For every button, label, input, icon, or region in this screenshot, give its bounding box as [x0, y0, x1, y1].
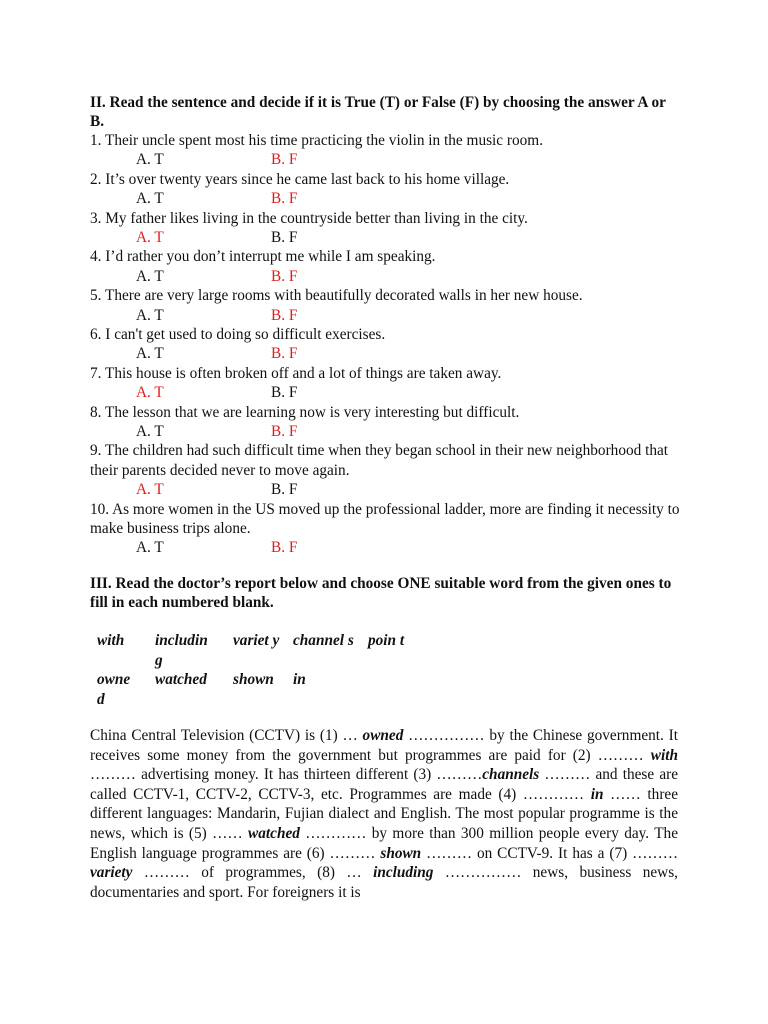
filled-answer: channels	[482, 766, 540, 784]
question-text: 6. I can't get used to doing so difficult exercises.	[90, 325, 386, 343]
option-a[interactable]: A. T	[136, 481, 164, 499]
answer-row	[90, 228, 680, 247]
filled-answer: watched	[248, 824, 300, 842]
question-text: 3. My father likes living in the countryside better than living in the city.	[90, 209, 528, 227]
option-b[interactable]: B. F	[271, 384, 298, 402]
answer-row	[90, 267, 680, 286]
word-box-item: variet y	[233, 632, 280, 649]
section-3-heading: III. Read the doctor’s report below and choose ONE suitable word from the given ones to fill in each numbered blank.	[90, 575, 672, 611]
word-box-item: includin g	[155, 632, 208, 669]
option-b[interactable]: B. F	[271, 190, 298, 208]
option-a[interactable]: A. T	[136, 306, 164, 324]
passage-text: …… three different languages: Mandarin, Fujian dialect and English. The most popular programme is the news, which is (5) ……	[90, 785, 678, 842]
answer-row	[90, 422, 680, 441]
option-a[interactable]: A. T	[136, 151, 164, 169]
filled-answer: owned	[362, 727, 404, 744]
word-box-item: poin t	[368, 632, 405, 649]
word-box-item: shown	[233, 671, 274, 688]
passage-text: ……… on CCTV-9. It has a (7) ………	[421, 844, 678, 862]
word-box-item: owne d	[97, 671, 131, 708]
option-b[interactable]: B. F	[271, 229, 298, 246]
filled-answer: in	[590, 785, 604, 803]
passage-text: ……… and these are called CCTV-1, CCTV-2, CCTV-3, etc. Programmes are made (4) …………	[90, 766, 678, 803]
option-a[interactable]: A. T	[136, 345, 164, 363]
question-text: 5. There are very large rooms with beautifully decorated walls in her new house.	[90, 287, 583, 305]
answer-row	[90, 480, 680, 499]
word-box-item: in	[293, 671, 306, 688]
question-text: 10. As more women in the US moved up the professional ladder, more are finding it necessity to make business trips alone.	[90, 500, 680, 537]
filled-answer: shown	[380, 844, 422, 862]
option-b[interactable]: B. F	[271, 481, 298, 499]
section-2	[90, 93, 680, 558]
option-a[interactable]: A. T	[136, 229, 164, 246]
option-b[interactable]: B. F	[271, 422, 298, 440]
question-text: 8. The lesson that we are learning now is very interesting but difficult.	[90, 403, 520, 421]
word-box-item: watched	[155, 671, 207, 688]
section-3	[90, 574, 680, 612]
question-text: 4. I’d rather you don’t interrupt me while I am speaking.	[90, 248, 436, 266]
passage-text: ……… of programmes, (8) …	[132, 864, 374, 882]
passage-text: …………… by the Chinese government. It receives some money from the government but programmes are paid for (2) ………	[90, 727, 678, 764]
passage-text: China Central Television (CCTV) is (1) …	[90, 727, 363, 744]
passage-text: ……… advertising money. It has thirteen different (3) ………	[90, 766, 483, 784]
option-b[interactable]: B. F	[271, 345, 298, 363]
option-a[interactable]: A. T	[136, 539, 164, 557]
word-box-item: channel s	[293, 632, 354, 649]
option-b[interactable]: B. F	[271, 306, 298, 324]
option-b[interactable]: B. F	[271, 267, 298, 285]
question-text: 2. It’s over twenty years since he came last back to his home village.	[90, 170, 510, 188]
answer-row	[90, 383, 680, 402]
answer-row	[90, 344, 680, 363]
question-text: 7. This house is often broken off and a lot of things are taken away.	[90, 364, 502, 382]
option-a[interactable]: A. T	[136, 422, 164, 440]
answer-row	[90, 538, 680, 557]
filled-answer: including	[373, 864, 434, 882]
answer-row	[90, 189, 680, 208]
question-text: 9. The children had such difficult time when they began school in their new neighborhood that their parents decided never to move again.	[90, 442, 669, 479]
word-box-item: with	[97, 632, 125, 649]
option-a[interactable]: A. T	[136, 190, 164, 208]
section-2-heading: II. Read the sentence and decide if it is True (T) or False (F) by choosing the answer A or B.	[90, 94, 666, 130]
option-a[interactable]: A. T	[136, 384, 164, 402]
option-b[interactable]: B. F	[271, 539, 298, 557]
filled-answer: with	[650, 746, 678, 764]
option-b[interactable]: B. F	[271, 151, 298, 169]
passage-text: …………… news, business news, documentaries and sport. For foreigners it is	[90, 864, 679, 901]
answer-row	[90, 306, 680, 325]
filled-answer: variety	[90, 864, 133, 882]
passage-text: ………… by more than 300 million people every day. The English language programmes are (6) ………	[90, 824, 678, 862]
question-text: 1. Their uncle spent most his time practicing the violin in the music room.	[90, 132, 544, 149]
answer-row	[90, 150, 680, 169]
question-list	[90, 131, 680, 558]
option-a[interactable]: A. T	[136, 267, 164, 285]
passage	[90, 726, 678, 902]
